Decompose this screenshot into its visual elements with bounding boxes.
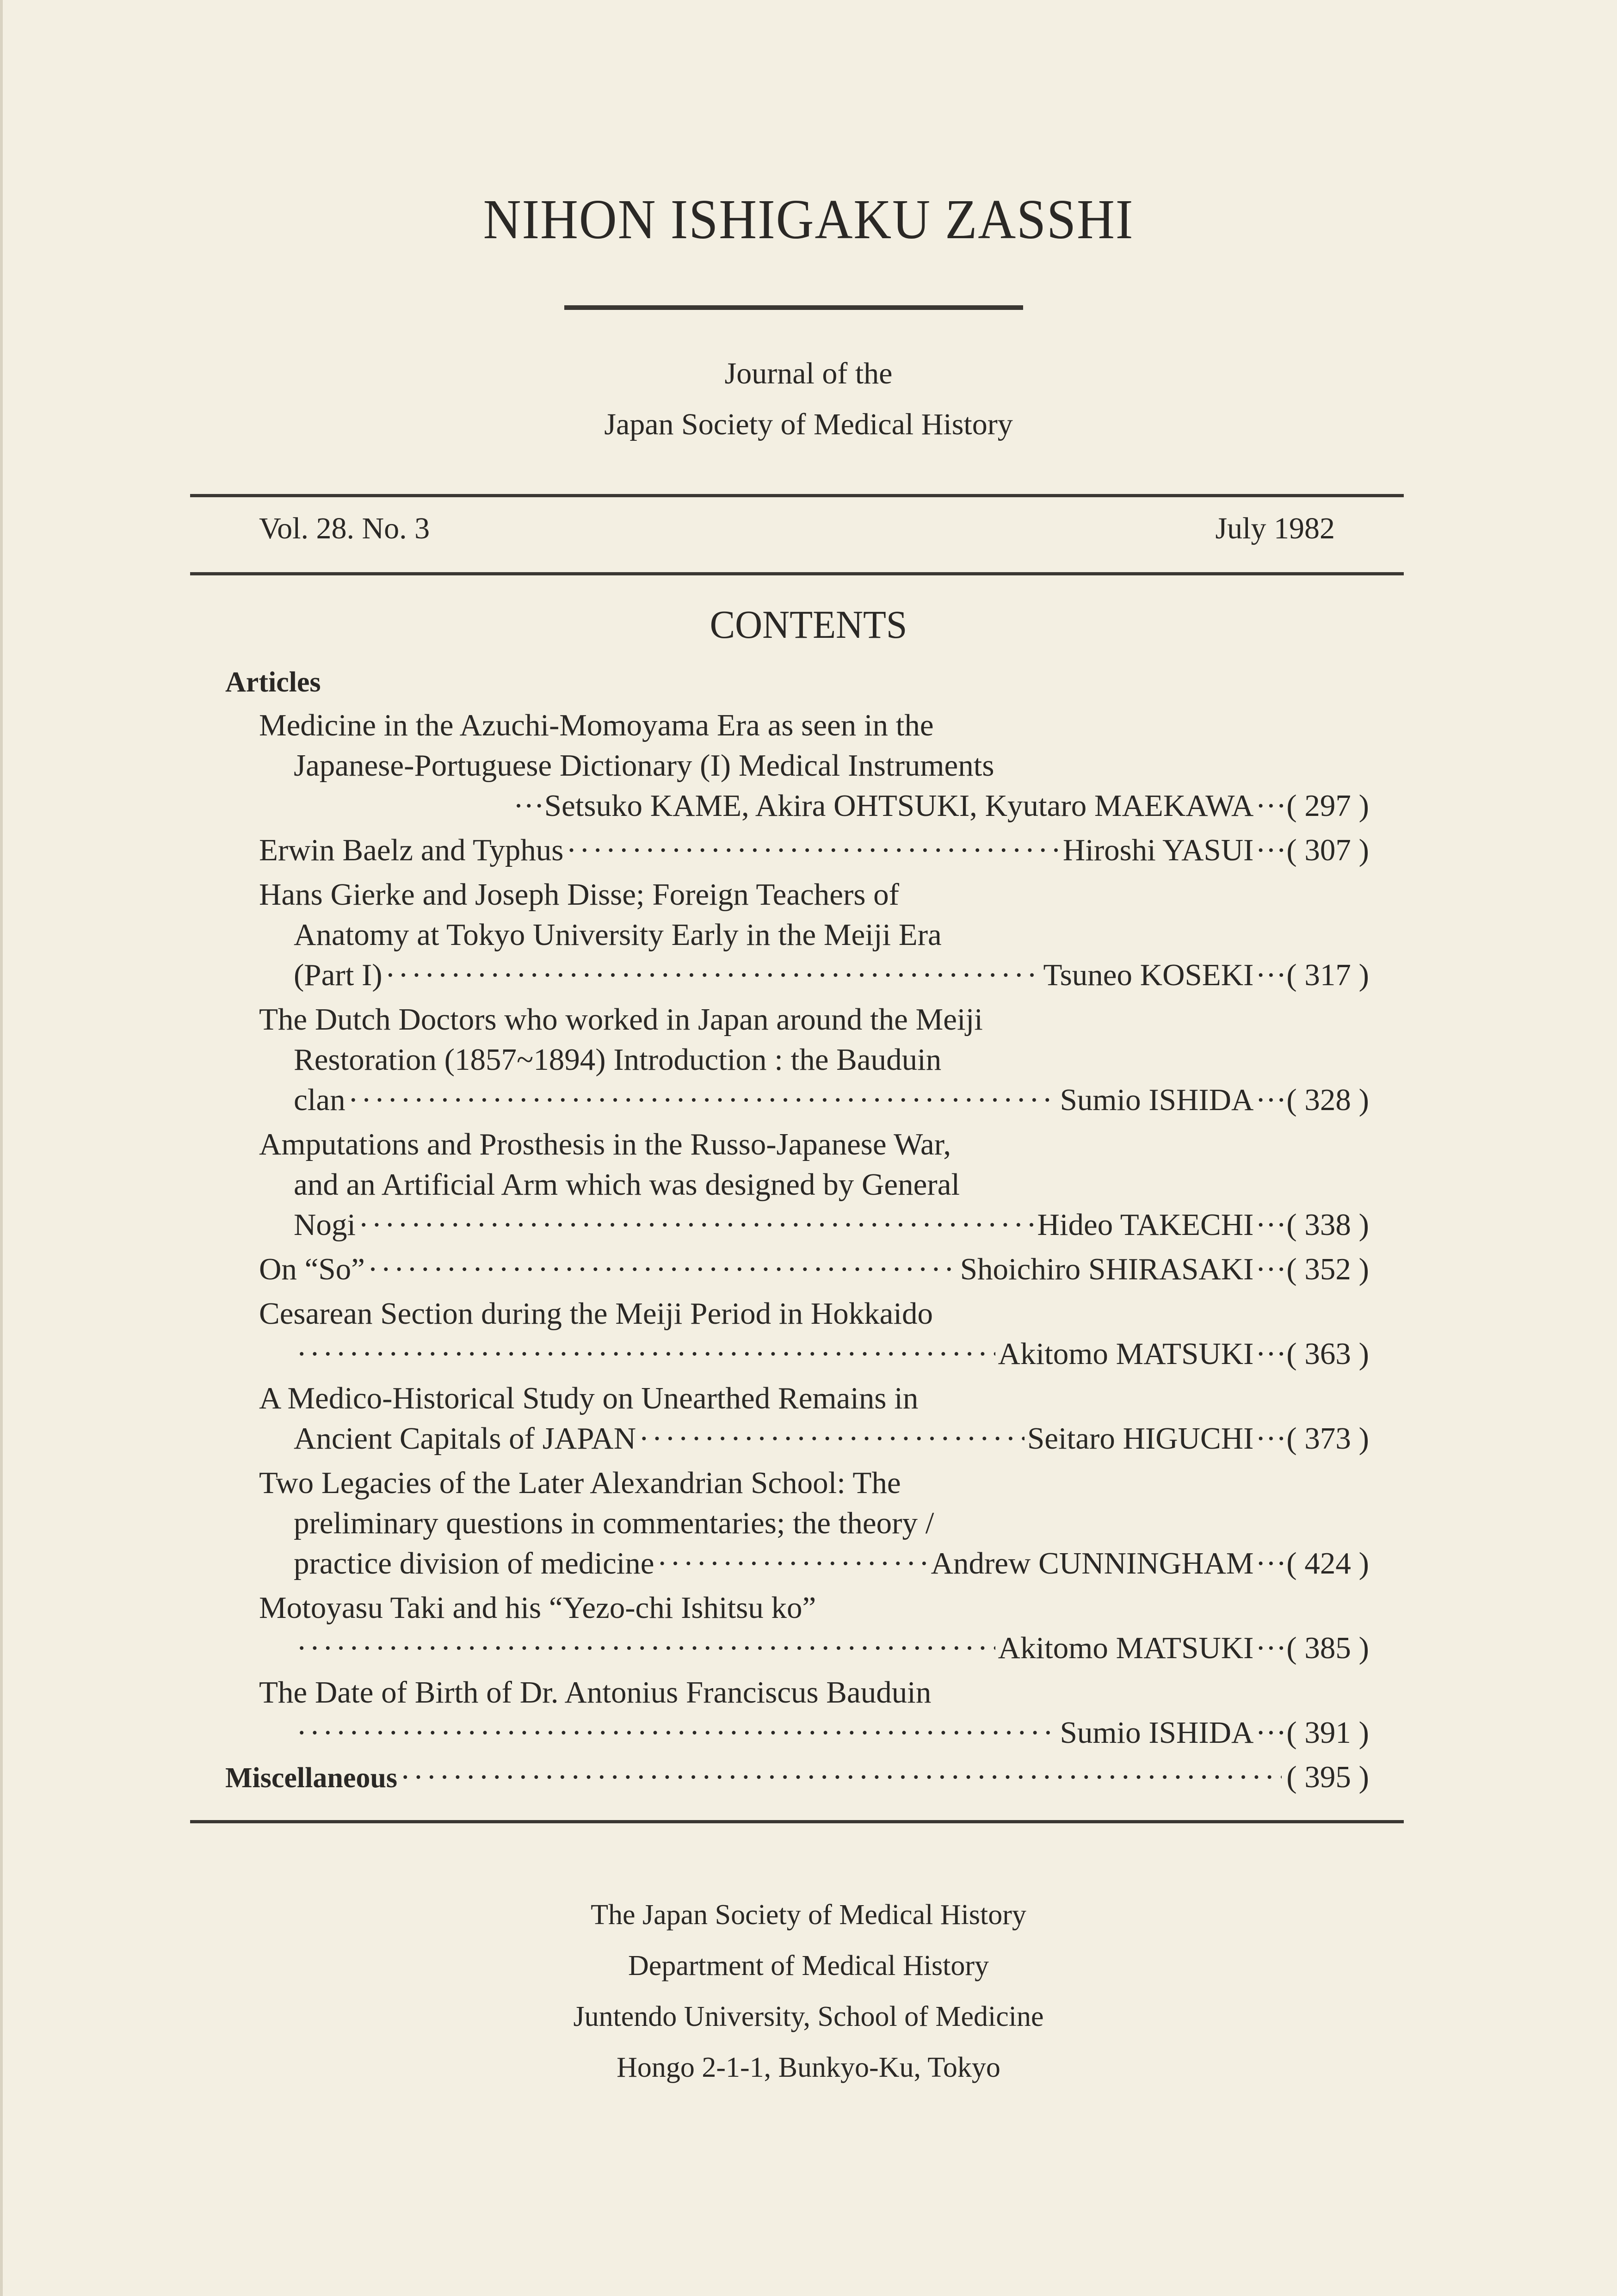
- entry-author: Sumio ISHIDA: [1060, 1716, 1254, 1750]
- contents-entry: [259, 1294, 1369, 1374]
- entry-author-line: [259, 1713, 1369, 1753]
- entry-page: ···( 297 ): [1255, 789, 1369, 823]
- footer-line3: Juntendo University, School of Medicine: [573, 2001, 1044, 2032]
- entry-author-line: [259, 1080, 1369, 1120]
- entry-title-line: and an Artificial Arm which was designed by General: [294, 1167, 960, 1202]
- footer-line1: The Japan Society of Medical History: [591, 1899, 1026, 1931]
- journal-subtitle-line2: Japan Society of Medical History: [604, 407, 1013, 441]
- entry-author: Sumio ISHIDA: [1060, 1083, 1254, 1117]
- entry-author-line: [259, 1419, 1369, 1459]
- leader-dots: [566, 830, 1060, 870]
- leader-dots: [358, 1205, 1035, 1245]
- contents-entry: [259, 1673, 1369, 1753]
- entry-author: Shoichiro SHIRASAKI: [960, 1252, 1254, 1286]
- contents-entry-miscellaneous: [225, 1757, 1369, 1797]
- entry-title-line: The Date of Birth of Dr. Antonius Franciscus Bauduin: [259, 1675, 932, 1710]
- contents-entry: [259, 1463, 1369, 1584]
- entry-author-line: [259, 1205, 1369, 1245]
- entry-title-tail: (Part I): [294, 958, 383, 992]
- leader-dots: [639, 1419, 1025, 1459]
- entry-title-tail: Ancient Capitals of JAPAN: [294, 1421, 636, 1456]
- entry-author: Akitomo MATSUKI: [998, 1337, 1254, 1371]
- contents-entry: [259, 1378, 1369, 1459]
- contents-entry: [259, 875, 1369, 995]
- title-divider: [564, 305, 1023, 310]
- entry-author: Tsuneo KOSEKI: [1043, 958, 1254, 992]
- footer-line2: Department of Medical History: [628, 1950, 989, 1981]
- footer-rule: [190, 1820, 1404, 1823]
- entry-author-line: [259, 786, 1369, 826]
- header-rule-bottom: [190, 572, 1404, 575]
- entry-title-line: Medicine in the Azuchi-Momoyama Era as seen in the: [259, 708, 934, 742]
- leader-dots: [385, 955, 1041, 995]
- section-heading-articles: Articles: [225, 667, 321, 698]
- entry-page: ···( 363 ): [1255, 1337, 1369, 1371]
- contents-entry: [259, 1588, 1369, 1668]
- entry-author: Seitaro HIGUCHI: [1027, 1421, 1254, 1456]
- entry-title-line: The Dutch Doctors who worked in Japan around the Meiji: [259, 1002, 983, 1037]
- entry-author: Akitomo MATSUKI: [998, 1631, 1254, 1665]
- entry-page: ···( 328 ): [1255, 1083, 1369, 1117]
- contents-entry: [259, 1124, 1369, 1245]
- footer-line4: Hongo 2-1-1, Bunkyo-Ku, Tokyo: [617, 2052, 1000, 2083]
- miscellaneous-page: ( 395 ): [1286, 1760, 1369, 1794]
- entry-title-tail: practice division of medicine: [294, 1546, 654, 1580]
- entry-author-line: [259, 1249, 1369, 1290]
- journal-title: NIHON ISHIGAKU ZASSHI: [483, 188, 1134, 251]
- entry-author-line: [259, 1543, 1369, 1584]
- entry-title-line: Japanese-Portuguese Dictionary (I) Medical Instruments: [294, 748, 994, 783]
- entry-title-tail: Nogi: [294, 1208, 356, 1242]
- entry-title-tail: Erwin Baelz and Typhus: [259, 833, 564, 867]
- contents-entry: [259, 1000, 1369, 1120]
- entry-author: Hiroshi YASUI: [1062, 833, 1254, 867]
- leader-dots: [296, 1334, 995, 1374]
- contents-entry: [259, 705, 1369, 826]
- entry-title-line: preliminary questions in commentaries; the theory /: [294, 1506, 934, 1540]
- entry-page: ···( 373 ): [1255, 1421, 1369, 1456]
- entry-author: Andrew CUNNINGHAM: [931, 1546, 1254, 1580]
- leader-dots: [657, 1543, 928, 1584]
- entry-author-line: [259, 955, 1369, 995]
- contents-heading: CONTENTS: [710, 602, 907, 647]
- leader-dots: [296, 1713, 1057, 1753]
- entry-title-line: A Medico-Historical Study on Unearthed Remains in: [259, 1381, 919, 1415]
- leader-dots: [348, 1080, 1057, 1120]
- leader-dots: [400, 1757, 1282, 1797]
- entry-page: ···( 317 ): [1255, 958, 1369, 992]
- entry-page: ···( 385 ): [1255, 1631, 1369, 1665]
- entry-title-line: Hans Gierke and Joseph Disse; Foreign Teachers of: [259, 877, 899, 912]
- entry-page: ···( 424 ): [1255, 1546, 1369, 1580]
- entry-title-line: Motoyasu Taki and his “Yezo-chi Ishitsu ko”: [259, 1591, 816, 1625]
- entry-page: ···( 352 ): [1255, 1252, 1369, 1286]
- entry-author: ···Setsuko KAME, Akira OHTSUKI, Kyutaro MAEKAWA: [513, 789, 1254, 823]
- entry-title-tail: clan: [294, 1083, 346, 1117]
- entry-author: Hideo TAKECHI: [1037, 1208, 1254, 1242]
- entry-page: ···( 391 ): [1255, 1716, 1369, 1750]
- miscellaneous-label: Miscellaneous: [225, 1762, 397, 1794]
- header-rule-top: [190, 494, 1404, 497]
- entry-title-line: Amputations and Prosthesis in the Russo-Japanese War,: [259, 1127, 951, 1161]
- entry-title-line: Two Legacies of the Later Alexandrian School: The: [259, 1466, 901, 1500]
- issue-date: July 1982: [1215, 512, 1335, 545]
- contents-entry: [259, 830, 1369, 870]
- entry-title-line: Cesarean Section during the Meiji Period in Hokkaido: [259, 1296, 933, 1331]
- entry-title-tail: On “So”: [259, 1252, 365, 1286]
- journal-subtitle-line1: Journal of the: [724, 357, 893, 390]
- entry-title-line: Restoration (1857~1894) Introduction : the Bauduin: [294, 1043, 942, 1077]
- volume-issue: Vol. 28. No. 3: [259, 512, 430, 545]
- entry-author-line: [259, 1334, 1369, 1374]
- entry-page: ···( 307 ): [1255, 833, 1369, 867]
- entry-title-line: Anatomy at Tokyo University Early in the Meiji Era: [294, 918, 942, 952]
- entry-author-line: [259, 830, 1369, 870]
- entry-author-line: [259, 1628, 1369, 1668]
- contents-entry: [259, 1249, 1369, 1290]
- leader-dots: [368, 1249, 957, 1290]
- entry-page: ···( 338 ): [1255, 1208, 1369, 1242]
- leader-dots: [296, 1628, 995, 1668]
